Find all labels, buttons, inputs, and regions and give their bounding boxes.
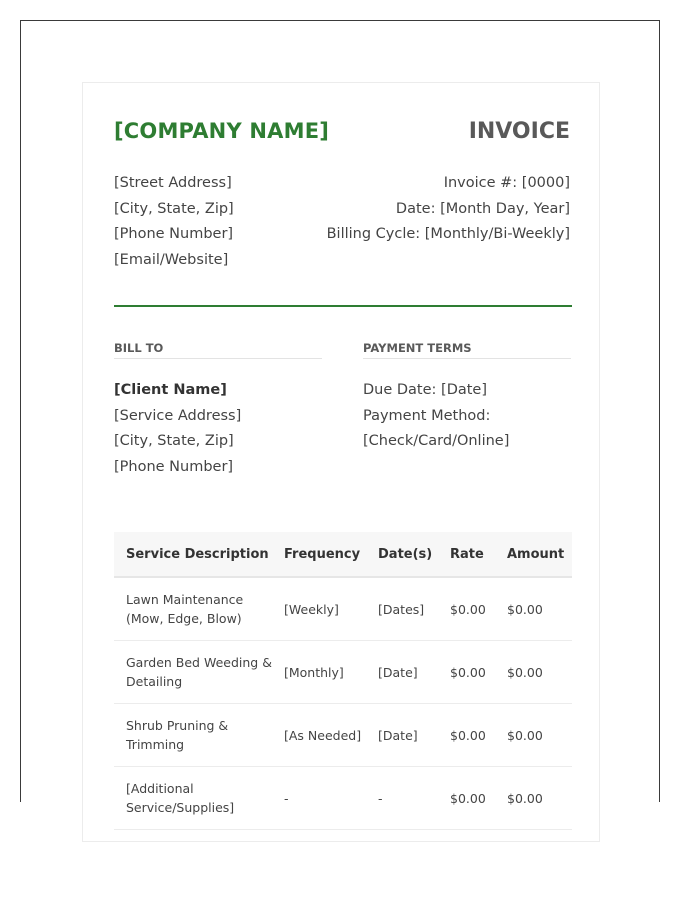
invoice-sheet bbox=[82, 82, 600, 842]
col-dates: Date(s) bbox=[366, 532, 438, 577]
page-frame bbox=[20, 20, 660, 815]
phone-number: [Phone Number] bbox=[114, 226, 234, 243]
table-row bbox=[114, 577, 572, 641]
table-row bbox=[114, 704, 572, 767]
bill-to-heading: BILL TO bbox=[114, 341, 322, 359]
dates: [Dates] bbox=[366, 577, 438, 641]
payment-terms-heading: PAYMENT TERMS bbox=[363, 341, 571, 359]
services-table bbox=[114, 532, 572, 830]
col-service-description: Service Description bbox=[114, 532, 272, 577]
service-description: Lawn Maintenance (Mow, Edge, Blow) bbox=[114, 577, 272, 641]
bill-to-section bbox=[114, 341, 322, 481]
company-address bbox=[114, 171, 234, 274]
company-name: [COMPANY NAME] bbox=[114, 119, 330, 143]
amount: $0.00 bbox=[495, 577, 572, 641]
invoice-title: INVOICE bbox=[468, 119, 570, 144]
table-row bbox=[114, 767, 572, 830]
rate: $0.00 bbox=[438, 704, 495, 767]
service-description: [Additional Service/Supplies] bbox=[114, 767, 272, 830]
table-row bbox=[114, 641, 572, 704]
service-description: Shrub Pruning & Trimming bbox=[114, 704, 272, 767]
rate: $0.00 bbox=[438, 577, 495, 641]
payment-method-label: Payment Method: bbox=[363, 407, 491, 424]
col-rate: Rate bbox=[438, 532, 495, 577]
rate: $0.00 bbox=[438, 767, 495, 830]
payment-method-value: [Check/Card/Online] bbox=[363, 433, 510, 450]
rate: $0.00 bbox=[438, 641, 495, 704]
service-address: [Service Address] bbox=[114, 407, 242, 424]
header-divider bbox=[114, 305, 572, 307]
due-date: Due Date: [Date] bbox=[363, 382, 488, 398]
frequency: [Monthly] bbox=[272, 641, 366, 704]
invoice-meta bbox=[327, 171, 570, 248]
table-header-row bbox=[114, 532, 572, 577]
client-name: [Client Name] bbox=[114, 382, 227, 398]
street-address: [Street Address] bbox=[114, 175, 232, 191]
payment-terms-section bbox=[363, 341, 571, 455]
dates: - bbox=[366, 767, 438, 830]
invoice-number: Invoice #: [0000] bbox=[443, 175, 570, 191]
invoice-date: Date: [Month Day, Year] bbox=[395, 200, 570, 217]
service-description: Garden Bed Weeding & Detailing bbox=[114, 641, 272, 704]
amount: $0.00 bbox=[495, 704, 572, 767]
amount: $0.00 bbox=[495, 641, 572, 704]
col-frequency: Frequency bbox=[272, 532, 366, 577]
dates: [Date] bbox=[366, 704, 438, 767]
frequency: [As Needed] bbox=[272, 704, 366, 767]
payment-terms-lines bbox=[363, 378, 571, 455]
col-amount: Amount bbox=[495, 532, 572, 577]
frequency: [Weekly] bbox=[272, 577, 366, 641]
frequency: - bbox=[272, 767, 366, 830]
client-city-state-zip: [City, State, Zip] bbox=[114, 433, 234, 450]
amount: $0.00 bbox=[495, 767, 572, 830]
billing-cycle: Billing Cycle: [Monthly/Bi-Weekly] bbox=[326, 226, 570, 243]
city-state-zip: [City, State, Zip] bbox=[114, 200, 234, 217]
email-website: [Email/Website] bbox=[114, 252, 229, 269]
bill-to-lines bbox=[114, 378, 322, 481]
dates: [Date] bbox=[366, 641, 438, 704]
client-phone: [Phone Number] bbox=[114, 459, 234, 476]
